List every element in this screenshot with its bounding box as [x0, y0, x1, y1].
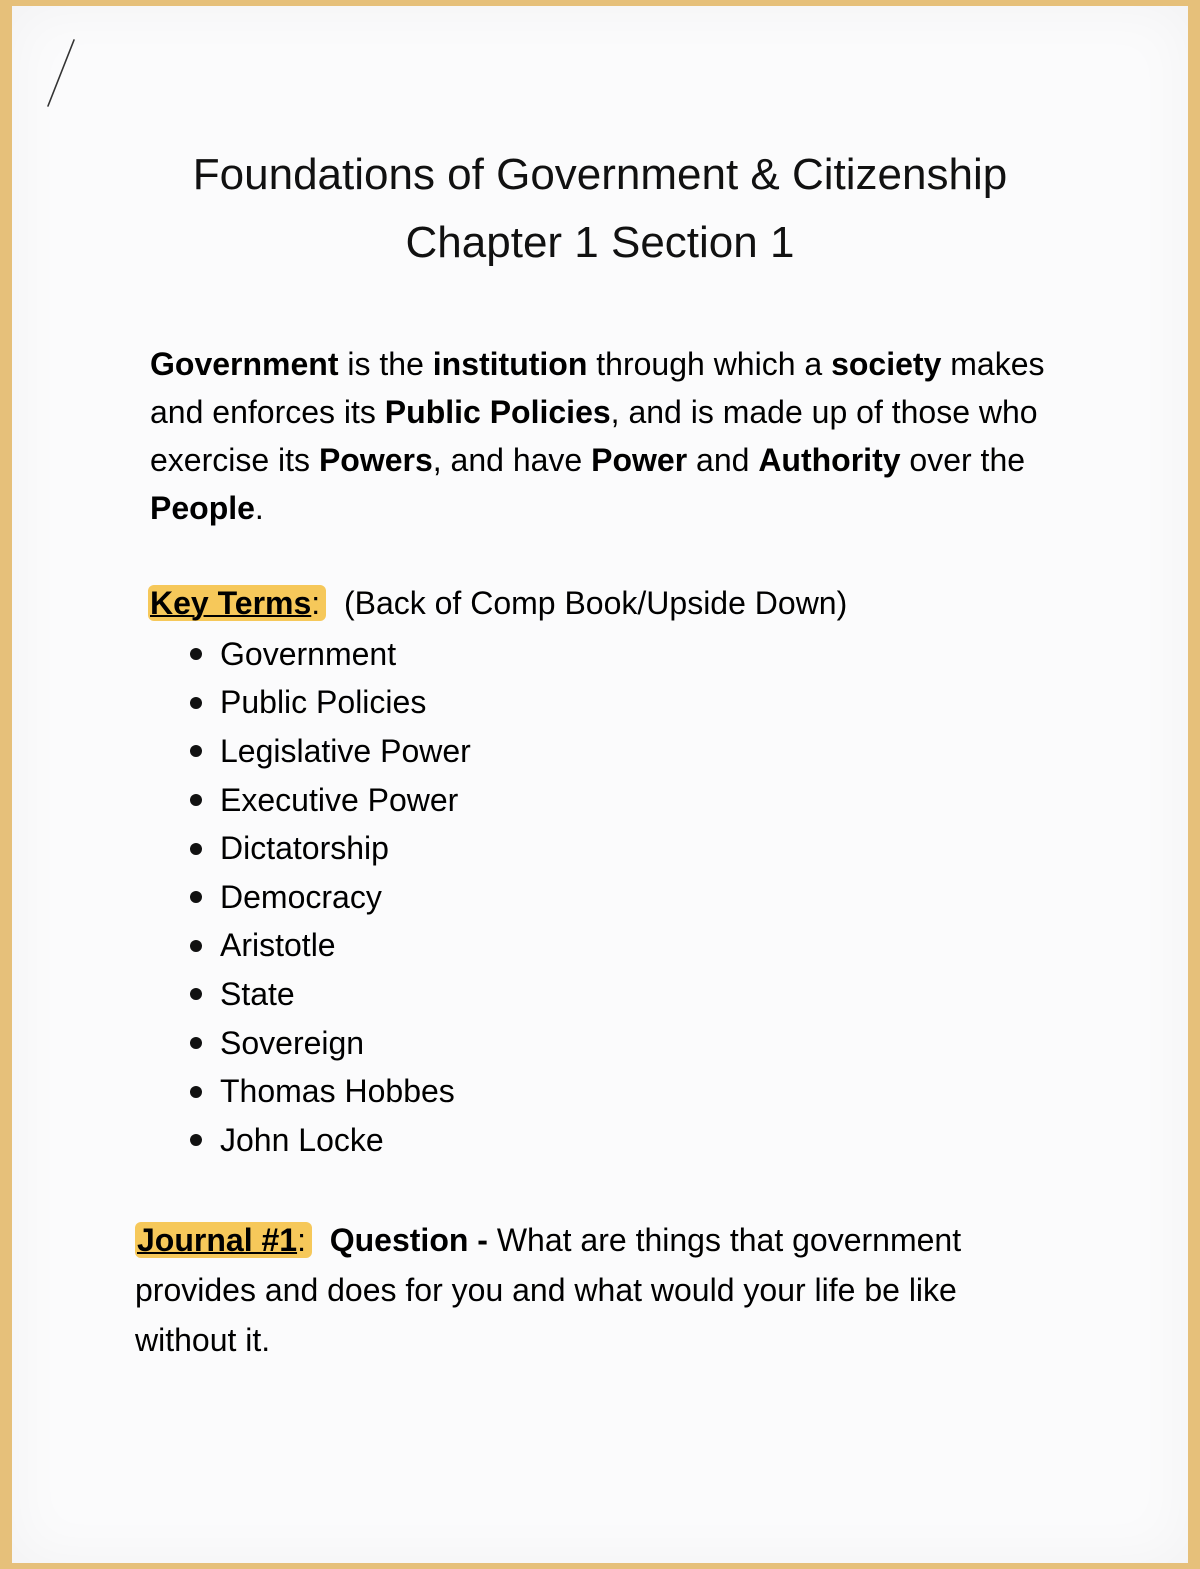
bullet-icon	[190, 843, 202, 855]
bullet-icon	[190, 988, 202, 1000]
document-subtitle: Chapter 1 Section 1	[405, 218, 795, 267]
term-government: Government	[150, 346, 339, 382]
list-item: Thomas Hobbes	[180, 1067, 471, 1116]
bullet-icon	[190, 891, 202, 903]
bullet-icon	[190, 794, 202, 806]
list-item: Dictatorship	[180, 824, 471, 873]
key-terms-label: Key Terms	[150, 585, 312, 621]
bullet-icon	[190, 1086, 202, 1098]
list-item: Democracy	[180, 873, 471, 922]
list-item: Public Policies	[180, 679, 471, 728]
bullet-icon	[190, 1037, 202, 1049]
list-item: Legislative Power	[180, 727, 471, 776]
bullet-icon	[190, 697, 202, 709]
list-item: Aristotle	[180, 922, 471, 971]
list-item: Executive Power	[180, 776, 471, 825]
list-item: John Locke	[180, 1116, 471, 1165]
document-title: Foundations of Government & Citizenship	[192, 150, 1008, 199]
list-item: State	[180, 970, 471, 1019]
bullet-icon	[190, 648, 202, 660]
list-item: Government	[180, 630, 471, 679]
government-definition: Government is the institution through which a society makes and enforces its Public Policies, and is made up of those who exercise its Powers, and have Power and Authority over the People.	[150, 346, 1045, 526]
list-item: Sovereign	[180, 1019, 471, 1068]
pen-stroke-mark	[42, 36, 82, 116]
journal-label: Journal #1	[137, 1222, 298, 1258]
journal-prompt	[135, 1215, 1065, 1365]
journal-highlight: Journal #1:	[135, 1222, 312, 1258]
bullet-icon	[190, 1134, 202, 1146]
key-terms-note: (Back of Comp Book/Upside Down)	[343, 585, 848, 621]
bullet-icon	[190, 940, 202, 952]
question-text: What are things that government provides and does for you and what would your life be like without it.	[135, 1222, 962, 1358]
key-terms-heading	[148, 585, 847, 622]
key-terms-highlight: Key Terms:	[148, 585, 326, 621]
bullet-icon	[190, 745, 202, 757]
question-label: Question -	[329, 1222, 488, 1258]
key-terms-list	[180, 630, 471, 1165]
